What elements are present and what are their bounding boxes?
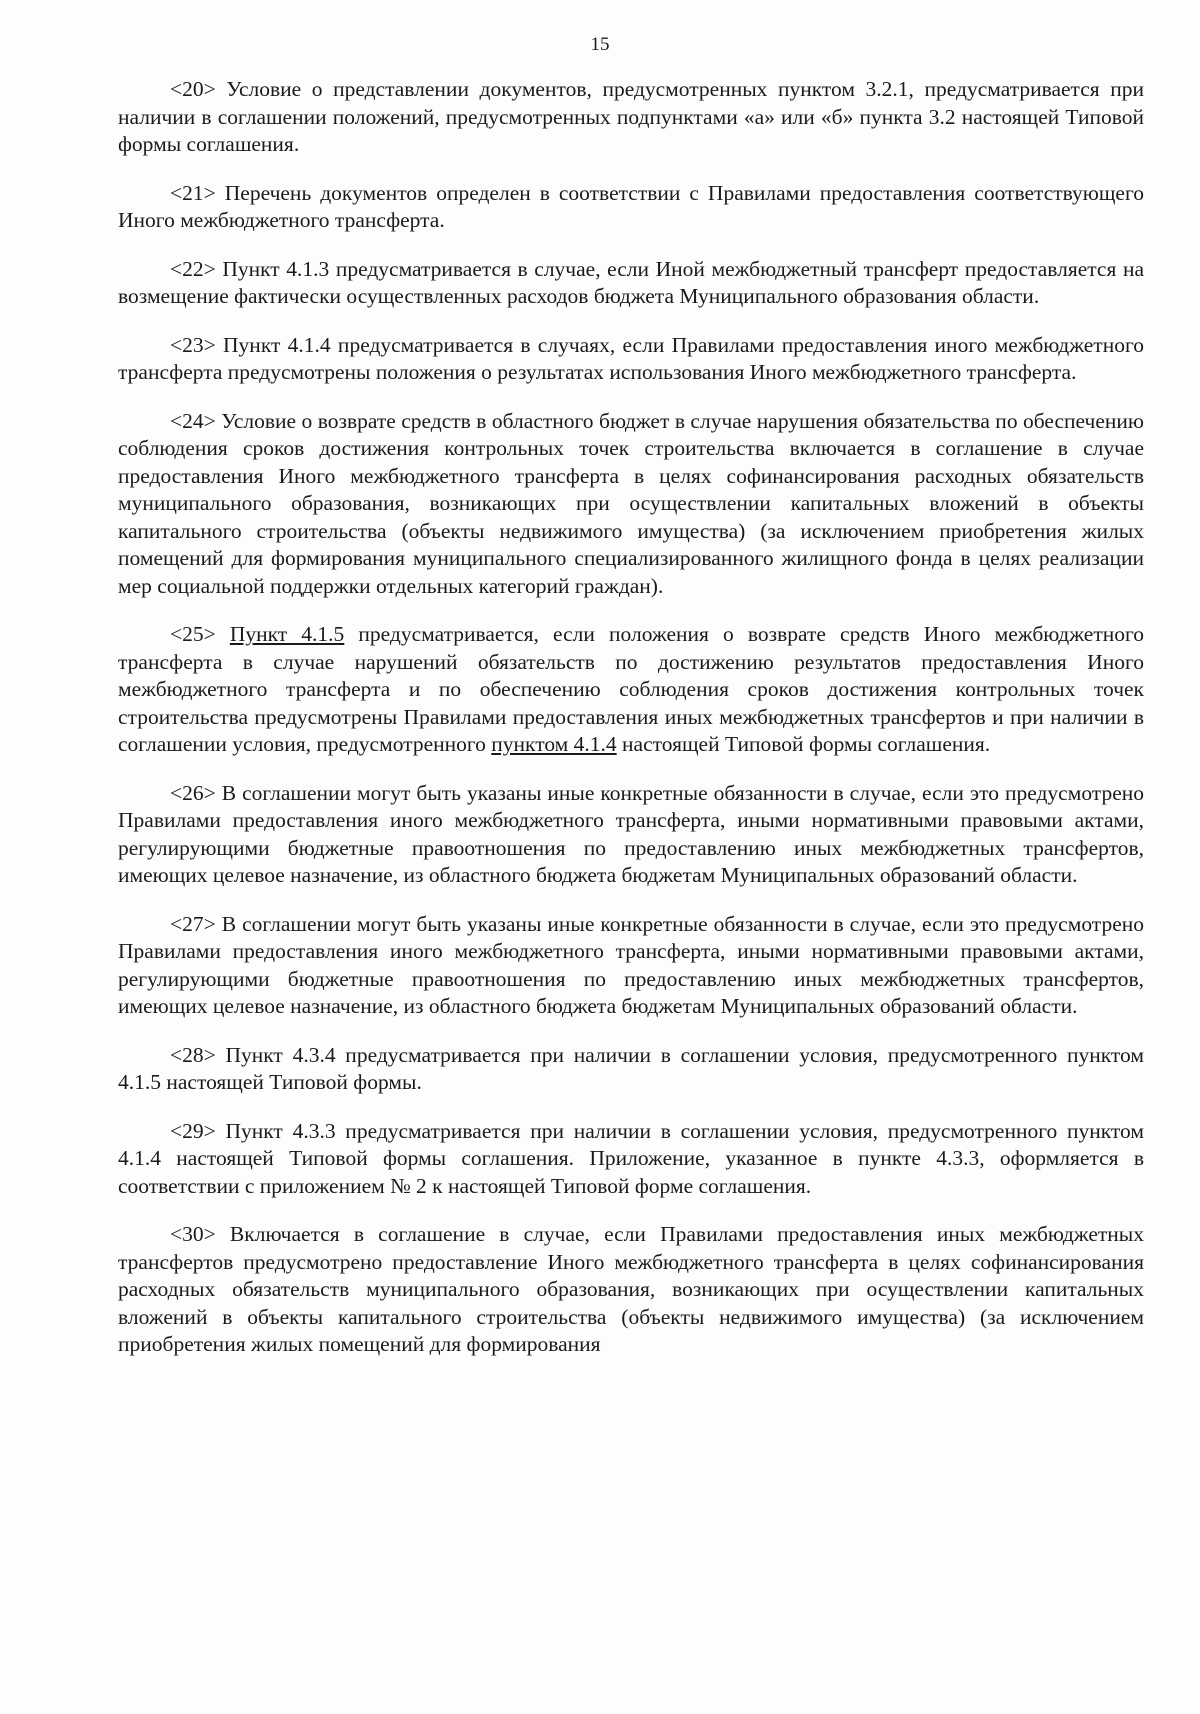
page-number: 15 xyxy=(590,34,610,55)
footnote-29: <29> Пункт 4.3.3 предусматривается при наличии в соглашении условия, предусмотренного пунктом 4.1.4 настоящей Типовой формы соглашения. Приложение, указанное в пункте 4.3.3, оформляется в соответствии с приложением № 2 к настоящей Типовой форме соглашения. xyxy=(118,1118,1144,1198)
footnote-28: <28> Пункт 4.3.4 предусматривается при наличии в соглашении условия, предусмотренного пунктом 4.1.5 настоящей Типовой формы. xyxy=(118,1042,1144,1094)
footnote-22: <22> Пункт 4.1.3 предусматривается в случае, если Иной межбюджетный трансферт предоставляется на возмещение фактически осуществленных расходов бюджета Муниципального образования области. xyxy=(118,256,1144,308)
punkt-4-1-4-link[interactable]: пунктом 4.1.4 xyxy=(491,732,617,756)
footnote-23: <23> Пункт 4.1.4 предусматривается в случаях, если Правилами предоставления иного межбюджетного трансферта предусмотрены положения о результатах использования Иного межбюджетного трансферта. xyxy=(118,332,1144,384)
footnote-25-body: предусматривается, если положения о возврате средств Иного межбюджетного трансферта в случае нарушений обязательств по достижению результатов предоставления Иного межбюджетного трансферта и по обеспечению соблюдения сроков достижения контрольных точек строительства предусмотрены Правилами предоставления иных межбюджетных трансфертов и при наличии в соглашении условия, предусмотренного xyxy=(118,622,1144,756)
footnote-24: <24> Условие о возврате средств в областного бюджет в случае нарушения обязательства по обеспечению соблюдения сроков достижения контрольных точек строительства включается в соглашение в случае предоставления Иного межбюджетного трансферта в целях софинансирования расходных обязательств муниципального образования, возникающих при осуществлении капитальных вложений в объекты капитального строительства (объекты недвижимого имущества) (за исключением приобретения жилых помещений для формирования муниципального специализированного жилищного фонда в целях реализации мер социальной поддержки отдельных категорий граждан). xyxy=(118,408,1144,598)
footnotes-body xyxy=(118,76,1144,1380)
footnote-25-tail: настоящей Типовой формы соглашения. xyxy=(616,732,991,756)
footnote-20: <20> Условие о представлении документов, предусмотренных пунктом 3.2.1, предусматривается при наличии в соглашении положений, предусмотренных подпунктами «а» или «б» пункта 3.2 настоящей Типовой формы соглашения. xyxy=(118,77,1144,156)
punkt-4-1-5-link[interactable]: Пункт 4.1.5 xyxy=(229,622,345,646)
footnote-25 xyxy=(118,621,1144,759)
footnote-30: <30> Включается в соглашение в случае, если Правилами предоставления иных межбюджетных трансфертов предусмотрено предоставление Иного межбюджетного трансферта в целях софинансирования расходных обязательств муниципального образования, возникающих при осуществлении капитальных вложений в объекты капитального строительства (объекты недвижимого имущества) (за исключением приобретения жилых помещений для формирования xyxy=(118,1222,1144,1356)
footnote-25-lead: <25> xyxy=(170,622,230,646)
footnote-21: <21> Перечень документов определен в соответствии с Правилами предоставления соответствующего Иного межбюджетного трансферта. xyxy=(118,180,1144,232)
footnote-26: <26> В соглашении могут быть указаны иные конкретные обязанности в случае, если это предусмотрено Правилами предоставления иного межбюджетного трансферта, иными нормативными правовыми актами, регулирующими бюджетные правоотношения по предоставлению иных межбюджетных трансфертов, имеющих целевое назначение, из областного бюджета бюджетам Муниципальных образований области. xyxy=(118,780,1144,887)
footnote-27: <27> В соглашении могут быть указаны иные конкретные обязанности в случае, если это предусмотрено Правилами предоставления иного межбюджетного трансферта, иными нормативными правовыми актами, регулирующими бюджетные правоотношения по предоставлению иных межбюджетных трансфертов, имеющих целевое назначение, из областного бюджета бюджетам Муниципальных образований области. xyxy=(118,911,1144,1018)
